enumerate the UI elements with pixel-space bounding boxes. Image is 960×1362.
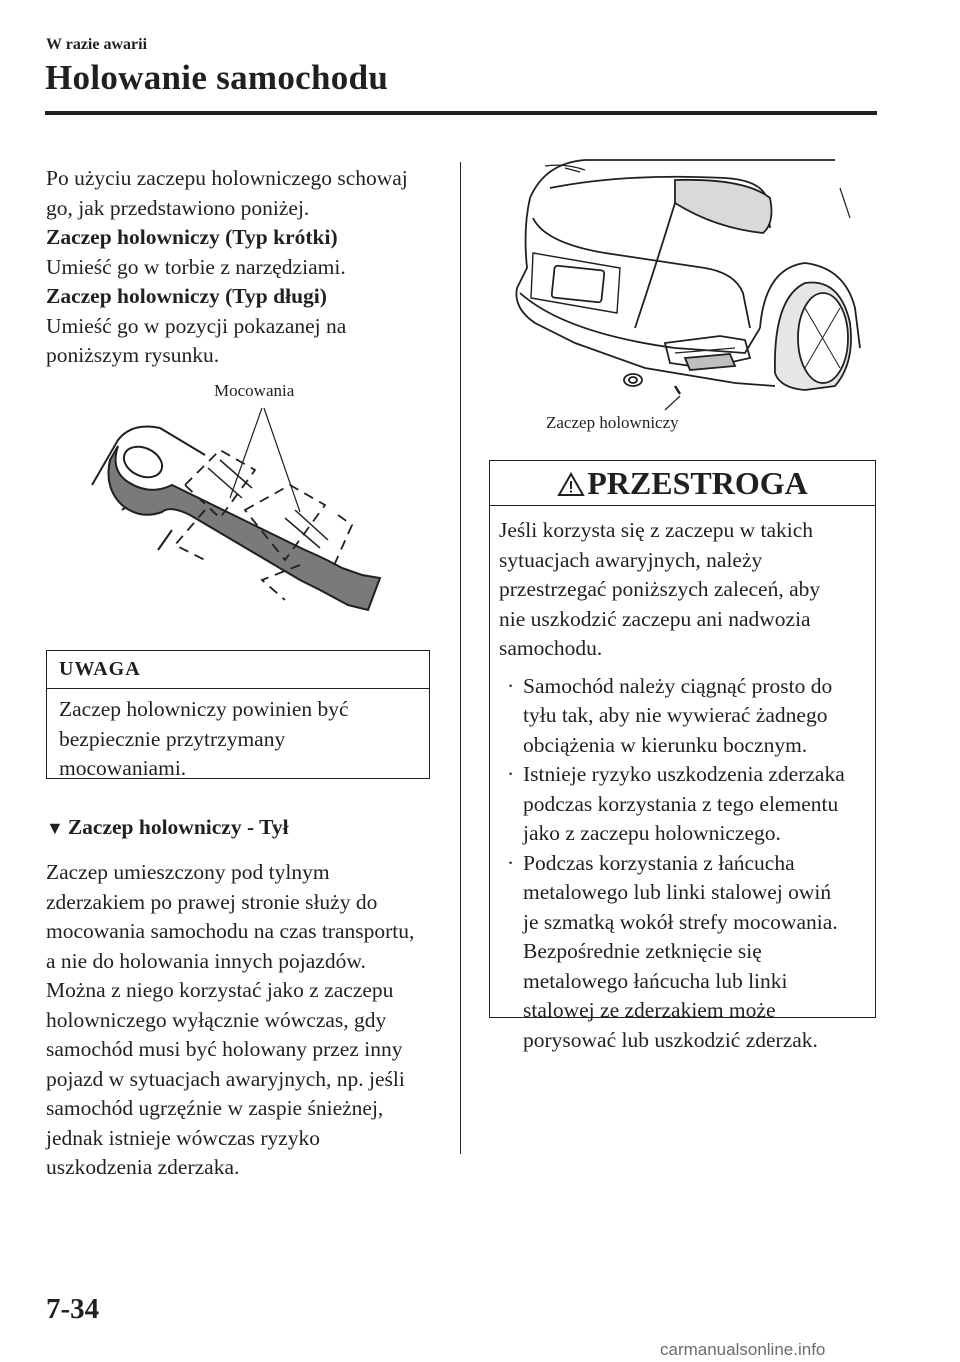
intro-text <box>46 164 438 371</box>
caution-title: PRZESTROGA <box>587 465 808 501</box>
intro-line: Po użyciu zaczepu holowniczego schowaj <box>46 166 408 190</box>
list-item <box>499 849 865 1056</box>
rear-hook-heading <box>46 815 289 840</box>
caution-intro-line: sytuacjach awaryjnych, należy <box>499 547 763 572</box>
list-item-line: Istnieje ryzyko uszkodzenia zderzaka <box>523 762 845 786</box>
watermark: carmanualsonline.info <box>660 1340 826 1359</box>
bullet-icon: · <box>507 673 515 698</box>
rear-hook-heading-text: Zaczep holowniczy - Tył <box>67 815 289 839</box>
list-item-line: Podczas korzystania z łańcucha <box>523 850 795 875</box>
section-label: W razie awarii <box>46 36 148 53</box>
long-type-heading: Zaczep holowniczy (Typ długi) <box>46 284 327 308</box>
list-item-line: obciążenia w kierunku bocznym. <box>523 732 808 757</box>
rear-line: pojazd w sytuacjach awaryjnych, np. jeśli <box>46 1066 405 1091</box>
caution-intro-line: samochodu. <box>499 636 603 660</box>
list-item-line: porysować lub uszkodzić zderzak. <box>523 1027 818 1052</box>
triangle-down-icon: ▼ <box>46 818 64 838</box>
list-item-line: Samochód należy ciągnąć prosto do <box>523 673 833 698</box>
page-title: Holowanie samochodu <box>45 58 389 97</box>
caution-intro-line: Jeśli korzysta się z zaczepu w takich <box>499 518 814 542</box>
warning-triangle-icon <box>557 472 585 497</box>
list-item-line: stalowej ze zderzakiem może <box>523 998 776 1022</box>
long-type-line: poniższym rysunku. <box>46 343 220 367</box>
list-item-line: je szmatką wokół strefy mocowania. <box>523 909 838 934</box>
note-line: bezpiecznie przytrzymany <box>59 726 286 751</box>
long-type-line: Umieść go w pozycji pokazanej na <box>46 313 347 338</box>
rear-line: samochód ugrzęźnie w zaspie śnieżnej, <box>46 1096 384 1120</box>
rear-line: jednak istnieje wówczas ryzyko <box>46 1125 321 1150</box>
short-type-text: Umieść go w torbie z narzędziami. <box>46 254 346 279</box>
rear-line: zderzakiem po prawej stronie służy do <box>46 889 378 914</box>
list-item-line: metalowego lub linki stalowej owiń <box>523 880 832 904</box>
note-title: UWAGA <box>47 651 429 689</box>
rear-line: uszkodzenia zderzaka. <box>46 1155 240 1179</box>
rear-line: a nie do holowania innych pojazdów. <box>46 948 366 973</box>
note-box <box>46 650 430 779</box>
page-number: 7-34 <box>46 1293 100 1325</box>
figure-label-tow-hook: Zaczep holowniczy <box>546 413 679 432</box>
caution-header <box>490 461 875 506</box>
caution-box <box>489 460 876 1052</box>
list-item-line: podczas korzystania z tego elementu <box>523 791 839 816</box>
rear-line: samochód musi być holowany przez inny <box>46 1037 403 1061</box>
list-item <box>499 672 865 761</box>
list-item <box>499 760 865 849</box>
list-item-line: metalowego łańcucha lub linki <box>523 968 788 993</box>
caution-intro-line: nie uszkodzić zaczepu ani nadwozia <box>499 606 811 631</box>
list-item-line: jako z zaczepu holowniczego. <box>523 821 781 845</box>
short-type-heading: Zaczep holowniczy (Typ krótki) <box>46 225 338 249</box>
tow-hook-illustration <box>80 400 400 615</box>
car-rear-illustration <box>505 158 875 418</box>
list-item-line: tyłu tak, aby nie wywierać żadnego <box>523 703 828 727</box>
rear-line: Można z niego korzystać jako z zaczepu <box>46 978 394 1002</box>
note-line: Zaczep holowniczy powinien być <box>59 697 349 721</box>
note-body <box>47 689 429 784</box>
bullet-icon: · <box>507 850 515 875</box>
bullet-icon: · <box>507 762 515 786</box>
note-line: mocowaniami. <box>59 756 187 780</box>
caution-intro-line: przestrzegać poniższych zaleceń, aby <box>499 577 821 601</box>
list-item-line: Bezpośrednie zetknięcie się <box>523 939 762 963</box>
figure-label-mounts: Mocowania <box>214 381 295 400</box>
column-divider <box>460 162 461 1154</box>
rear-hook-text <box>46 858 438 1183</box>
rear-line: holowniczego wyłącznie wówczas, gdy <box>46 1007 387 1032</box>
caution-body <box>490 506 875 1055</box>
caution-list <box>499 672 865 1056</box>
title-rule <box>45 111 877 115</box>
rear-line: Zaczep umieszczony pod tylnym <box>46 860 330 884</box>
intro-line: go, jak przedstawiono poniżej. <box>46 195 310 220</box>
rear-line: mocowania samochodu na czas transportu, <box>46 919 415 943</box>
